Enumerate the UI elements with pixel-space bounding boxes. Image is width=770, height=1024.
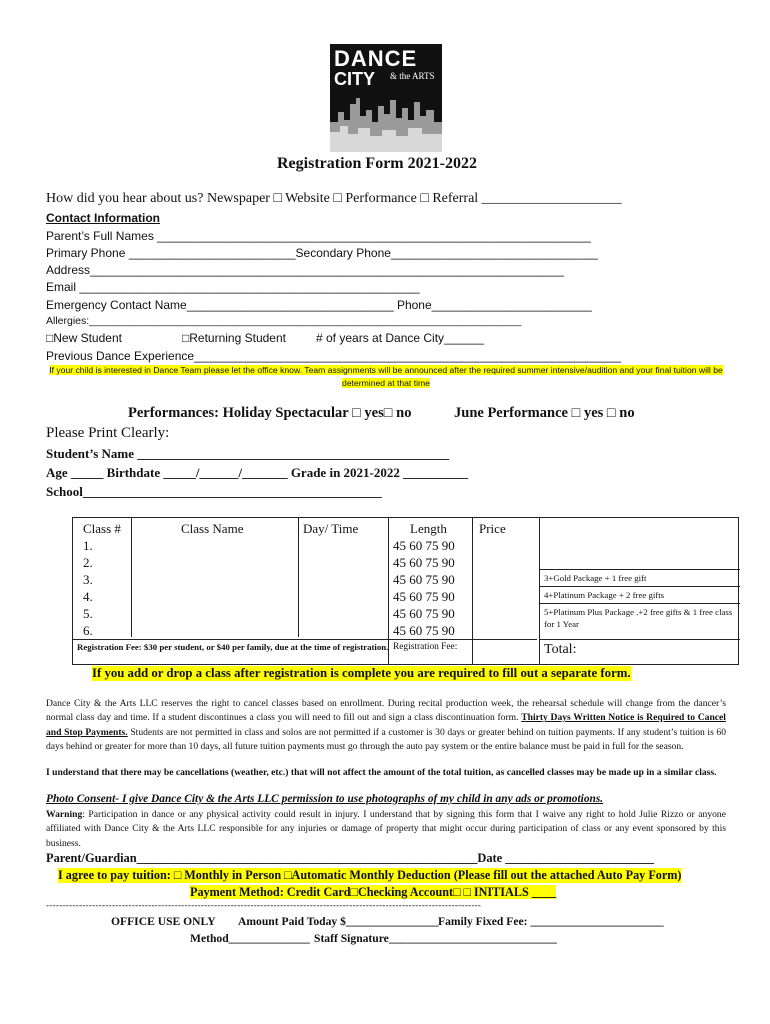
table-row-number[interactable]: 4. xyxy=(83,589,93,604)
form-title: Registration Form 2021-2022 xyxy=(277,155,477,172)
total-label: Total: xyxy=(544,642,577,657)
length-options[interactable]: 45 60 75 90 xyxy=(393,589,455,604)
table-row-number[interactable]: 5. xyxy=(83,606,93,621)
emergency-contact-field[interactable]: Emergency Contact Name_______________________________ Phone________________________ xyxy=(46,298,592,312)
length-options[interactable]: 45 60 75 90 xyxy=(393,623,455,638)
payment-method-text[interactable]: Payment Method: Credit Card□Checking Account□ □ INITIALS ____ xyxy=(190,885,557,899)
parent-guardian-signature-field[interactable]: Parent/Guardian_______________________________________________________Date ________________________ xyxy=(46,851,654,865)
table-row-number[interactable]: 6. xyxy=(83,623,93,638)
package-gold: 3+Gold Package + 1 free gift xyxy=(544,573,647,583)
add-drop-notice: If you add or drop a class after registration is complete you are required to fill out a separate form. xyxy=(92,666,631,680)
table-row-number[interactable]: 1. xyxy=(83,538,93,553)
policy-paragraph xyxy=(46,697,726,755)
allergies-field[interactable]: Allergies:__________________________________________________________________________ xyxy=(46,315,522,327)
col-header-price: Price xyxy=(479,521,506,536)
amount-paid-field[interactable]: Amount Paid Today $________________ xyxy=(238,915,439,928)
logo-text-line3: & the ARTS xyxy=(390,71,435,81)
warning-label: Warning xyxy=(46,809,83,820)
length-options[interactable]: 45 60 75 90 xyxy=(393,572,455,587)
policy-text-c: Students are not permitted in class and solos are not permitted if a customer is 30 days or greater behind on tuition payments. If any student’s tuition is 60 days behind or greater for more than 10 days, all future tuition payments must go through the auto pay system or the entire balance must be paid in full for the season. xyxy=(46,726,727,753)
staff-signature-field[interactable]: Staff Signature_____________________________ xyxy=(314,932,557,945)
holiday-performance-options[interactable]: Performances: Holiday Spectacular □ yes□ no xyxy=(128,405,412,421)
col-header-class-name: Class Name xyxy=(181,521,244,536)
cancellations-statement: I understand that there may be cancellations (weather, etc.) that will not affect the amount of the total tuition, as cancelled classes may be made up in a similar class. xyxy=(46,767,717,778)
class-table xyxy=(72,517,739,665)
address-field[interactable]: Address_______________________________________________________________________ xyxy=(46,263,564,277)
family-fixed-fee-field[interactable]: Family Fixed Fee: _______________________ xyxy=(438,915,664,928)
age-birthdate-grade-field[interactable]: Age _____ Birthdate _____/______/_______ Grade in 2021-2022 __________ xyxy=(46,465,469,480)
previous-experience-field[interactable]: Previous Dance Experience________________________________________________________________ xyxy=(46,349,622,363)
photo-consent: Photo Consent- I give Dance City & the Arts LLC permission to use photographs of my child in any ads or promotions. xyxy=(46,793,604,805)
length-options[interactable]: 45 60 75 90 xyxy=(393,555,455,570)
length-options[interactable]: 45 60 75 90 xyxy=(393,538,455,553)
new-student-checkbox[interactable]: □New Student xyxy=(46,331,122,345)
hear-about-question[interactable]: How did you hear about us? Newspaper □ Website □ Performance □ Referral ____________________ xyxy=(46,191,622,206)
table-row-number[interactable]: 2. xyxy=(83,555,93,570)
registration-fee-note: Registration Fee: $30 per student, or $40 per family, due at the time of registration. xyxy=(77,642,389,652)
email-field[interactable]: Email ___________________________________________________ xyxy=(46,280,420,294)
contact-information-heading: Contact Information xyxy=(46,211,160,225)
registration-fee-label: Registration Fee: xyxy=(393,642,458,652)
policy-text-a: Dance City & the Arts LLC reserves the right to cancel classes based on enrollment. During recital production week, the rehearsal schedule will change from the dancer’s normal class day and time. If a student discontinues a class you will need to fill out and sign a class discontinuation form. xyxy=(46,698,726,724)
col-header-class-number: Class # xyxy=(83,521,121,536)
payment-method-options[interactable] xyxy=(190,885,556,900)
skyline-graphic xyxy=(330,92,442,152)
student-name-field[interactable]: Student’s Name ________________________________________________ xyxy=(46,446,450,461)
col-header-length: Length xyxy=(410,521,447,536)
divider-line: ------------------------------------------------------------------------------------------------------------------------------------ xyxy=(46,900,482,910)
package-platinum: 4+Platinum Package + 2 free gifts xyxy=(544,590,665,600)
office-use-label: OFFICE USE ONLY xyxy=(111,915,216,928)
warning-text: : Participation in dance or any physical activity could result in injury. I understand that by signing this form that I waive any right to hold Julie Rizzo or anyone affiliated with Dance City & the Arts LLC responsible for any injuries or damage of property that might occur during participation of class or any event sponsored by this business. xyxy=(46,809,726,849)
thirty-days-notice: Thirty Days Written Notice is Required to Cancel and Stop Payments. xyxy=(46,712,726,738)
length-options[interactable]: 45 60 75 90 xyxy=(393,606,455,621)
dance-team-note-text: If your child is interested in Dance Team please let the office know. Team assignments will be announced after the required summer intensive/audition and your final tuition will be determined at that time xyxy=(49,365,723,388)
phone-fields[interactable]: Primary Phone _________________________Secondary Phone_______________________________ xyxy=(46,246,598,260)
table-row-number[interactable]: 3. xyxy=(83,572,93,587)
payment-agreement-options[interactable]: I agree to pay tuition: □ Monthly in Person □Automatic Monthly Deduction (Please fill out the attached Auto Pay Form) xyxy=(58,868,682,882)
school-field[interactable]: School______________________________________________ xyxy=(46,484,382,499)
print-clearly-label: Please Print Clearly: xyxy=(46,425,170,441)
dance-team-note xyxy=(46,364,726,390)
returning-student-checkbox[interactable]: □Returning Student xyxy=(182,331,286,345)
warning-paragraph xyxy=(46,808,726,851)
package-platinum-plus: 5+Platinum Plus Package .+2 free gifts & 1 free class for 1 Year xyxy=(544,607,733,629)
logo-text-line2: CITY xyxy=(334,69,376,89)
years-at-field[interactable]: # of years at Dance City______ xyxy=(316,331,485,345)
june-performance-options[interactable]: June Performance □ yes □ no xyxy=(454,405,635,421)
col-header-day-time: Day/ Time xyxy=(303,521,359,536)
logo-text-line1: DANCE xyxy=(334,46,418,71)
parent-name-field[interactable]: Parent’s Full Names _________________________________________________________________ xyxy=(46,229,591,243)
dance-city-logo xyxy=(330,44,442,152)
method-field[interactable]: Method______________ xyxy=(190,932,310,945)
